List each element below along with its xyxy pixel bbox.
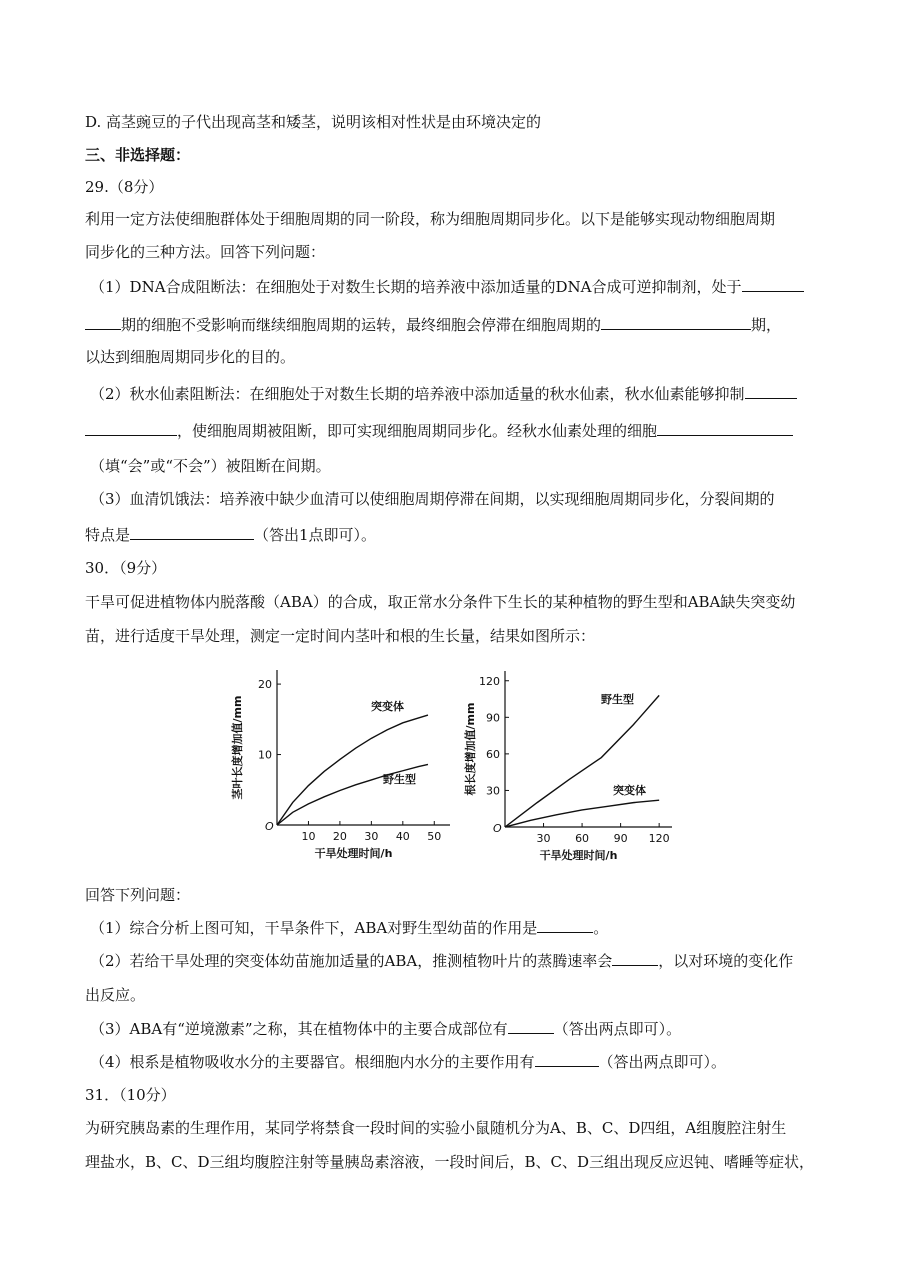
q29-part3-text-a: 特点是 (85, 526, 131, 544)
answer-blank[interactable] (508, 1018, 554, 1034)
x-axis-label: 干旱处理时间/h (539, 849, 618, 862)
q31-intro-1: 为研究胰岛素的生理作用，某同学将禁食一段时间的实验小鼠随机分为A、B、C、D四组，A组腹腔注射生 (85, 1119, 787, 1137)
origin-label: O (265, 820, 274, 833)
chart-1-plot (230, 670, 450, 860)
x-tick-label: 60 (575, 832, 590, 845)
question-30-header: 30．（9分） (85, 559, 167, 577)
question-29-header: 29.（8分） (85, 178, 164, 196)
y-tick-label: 30 (486, 784, 500, 798)
q29-part3-line1: （3）血清饥饿法：培养液中缺少血清可以使细胞周期停滞在间期，以实现细胞周期同步化，分裂间期的 (90, 490, 775, 508)
q29-part2-line1 (90, 383, 797, 404)
x-tick-label: 10 (301, 830, 316, 843)
q29-part1-text-b: 期的细胞不受影响而继续细胞周期的运转，最终细胞会停滞在细胞周期的 (121, 316, 602, 334)
q30-part1-text-b: 。 (593, 919, 609, 937)
q31-intro-2: 理盐水，B、C、D三组均腹腔注射等量胰岛素溶液，一段时间后，B、C、D三组出现反应迟钝、嗜睡等症状， (85, 1153, 815, 1171)
series-label-1: 突变体 (371, 700, 404, 713)
q29-part3-line2 (85, 524, 376, 545)
root-growth-chart (460, 665, 675, 865)
q30-part3-text-b: （答出两点即可）。 (553, 1020, 682, 1038)
answer-blank[interactable] (601, 314, 751, 330)
y-tick-label: 10 (258, 748, 272, 762)
q29-part1-line2 (85, 314, 781, 335)
series-label-2: 野生型 (383, 773, 416, 786)
origin-label: O (493, 822, 502, 835)
y-tick-label: 90 (486, 711, 500, 725)
answer-blank[interactable] (745, 383, 797, 399)
q30-answer-prompt: 回答下列问题： (85, 886, 191, 904)
q29-part1-text-a: （1）DNA合成阻断法：在细胞处于对数生长期的培养液中添加适量的DNA合成可逆抑制剂，处于 (90, 278, 742, 296)
q29-part1-text-c: 期， (751, 316, 782, 334)
q29-part2-line3: （填“会”或“不会”）被阻断在间期。 (90, 457, 331, 475)
q29-part3-text-b: （答出1点即可）。 (254, 526, 377, 544)
answer-blank[interactable] (85, 314, 121, 330)
q29-intro-2: 同步化的三种方法。回答下列问题： (85, 243, 326, 261)
q30-part1-text-a: （1）综合分析上图可知，干旱条件下，ABA对野生型幼苗的作用是 (90, 919, 538, 937)
x-axis-label: 干旱处理时间/h (314, 847, 393, 860)
series-line-2 (505, 800, 659, 827)
q30-part3 (90, 1018, 681, 1039)
answer-blank[interactable] (85, 420, 177, 436)
answer-blank[interactable] (742, 276, 804, 292)
answer-blank[interactable] (130, 524, 254, 540)
q30-part2-text-b: ，以对环境的变化作 (658, 952, 794, 970)
series-line-1 (505, 695, 659, 827)
x-tick-label: 120 (648, 832, 670, 845)
answer-blank[interactable] (612, 950, 658, 966)
q29-part2-line2 (85, 420, 793, 441)
chart-2-plot (463, 671, 672, 862)
q29-part2-text-b: ，使细胞周期被阻断，即可实现细胞周期同步化。经秋水仙素处理的细胞 (177, 422, 658, 440)
y-tick-label: 120 (479, 674, 500, 688)
answer-blank[interactable] (657, 420, 793, 436)
q30-intro-2: 苗，进行适度干旱处理，测定一定时间内茎叶和根的生长量，结果如图所示： (85, 627, 596, 645)
q29-part2-text-a: （2）秋水仙素阻断法：在细胞处于对数生长期的培养液中添加适量的秋水仙素，秋水仙素能够抑制 (90, 385, 745, 403)
x-tick-label: 90 (613, 832, 628, 845)
q30-part4 (90, 1051, 726, 1072)
series-label-2: 突变体 (613, 784, 646, 797)
x-tick-label: 20 (332, 830, 347, 843)
q30-part1 (90, 917, 608, 938)
y-axis-label: 根长度增加值/mm (464, 702, 477, 796)
x-tick-label: 30 (364, 830, 379, 843)
q30-part4-text-a: （4）根系是植物吸收水分的主要器官。根细胞内水分的主要作用有 (90, 1053, 535, 1071)
y-tick-label: 60 (486, 747, 500, 761)
q30-part2-line2: 出反应。 (85, 986, 146, 1004)
option-d: D. 高茎豌豆的子代出现高茎和矮茎，说明该相对性状是由环境决定的 (85, 113, 542, 131)
q29-intro-1: 利用一定方法使细胞群体处于细胞周期的同一阶段，称为细胞周期同步化。以下是能够实现动物细胞周期 (85, 210, 776, 228)
q29-part1-line1 (90, 276, 804, 297)
y-axis-label: 茎叶长度增加值/mm (231, 695, 244, 800)
q30-part2-text-a: （2）若给干旱处理的突变体幼苗施加适量的ABA，推测植物叶片的蒸腾速率会 (90, 952, 613, 970)
section-heading: 三、非选择题： (85, 146, 191, 164)
answer-blank[interactable] (537, 917, 593, 933)
q30-part4-text-b: （答出两点即可）。 (598, 1053, 727, 1071)
question-31-header: 31．（10分） (85, 1086, 176, 1104)
q30-intro-1: 干旱可促进植物体内脱落酸（ABA）的合成，取正常水分条件下生长的某种植物的野生型和ABA缺失突变幼 (85, 593, 796, 611)
x-tick-label: 30 (536, 832, 551, 845)
stem-leaf-growth-chart (225, 660, 455, 865)
x-tick-label: 40 (395, 830, 410, 843)
q30-part3-text-a: （3）ABA有“逆境激素”之称，其在植物体中的主要合成部位有 (90, 1020, 508, 1038)
series-label-1: 野生型 (601, 693, 634, 706)
x-tick-label: 50 (427, 830, 442, 843)
q30-part2-line1 (90, 950, 793, 971)
y-tick-label: 20 (258, 678, 272, 692)
answer-blank[interactable] (535, 1051, 599, 1067)
q29-part1-line3: 以达到细胞周期同步化的目的。 (85, 348, 296, 366)
